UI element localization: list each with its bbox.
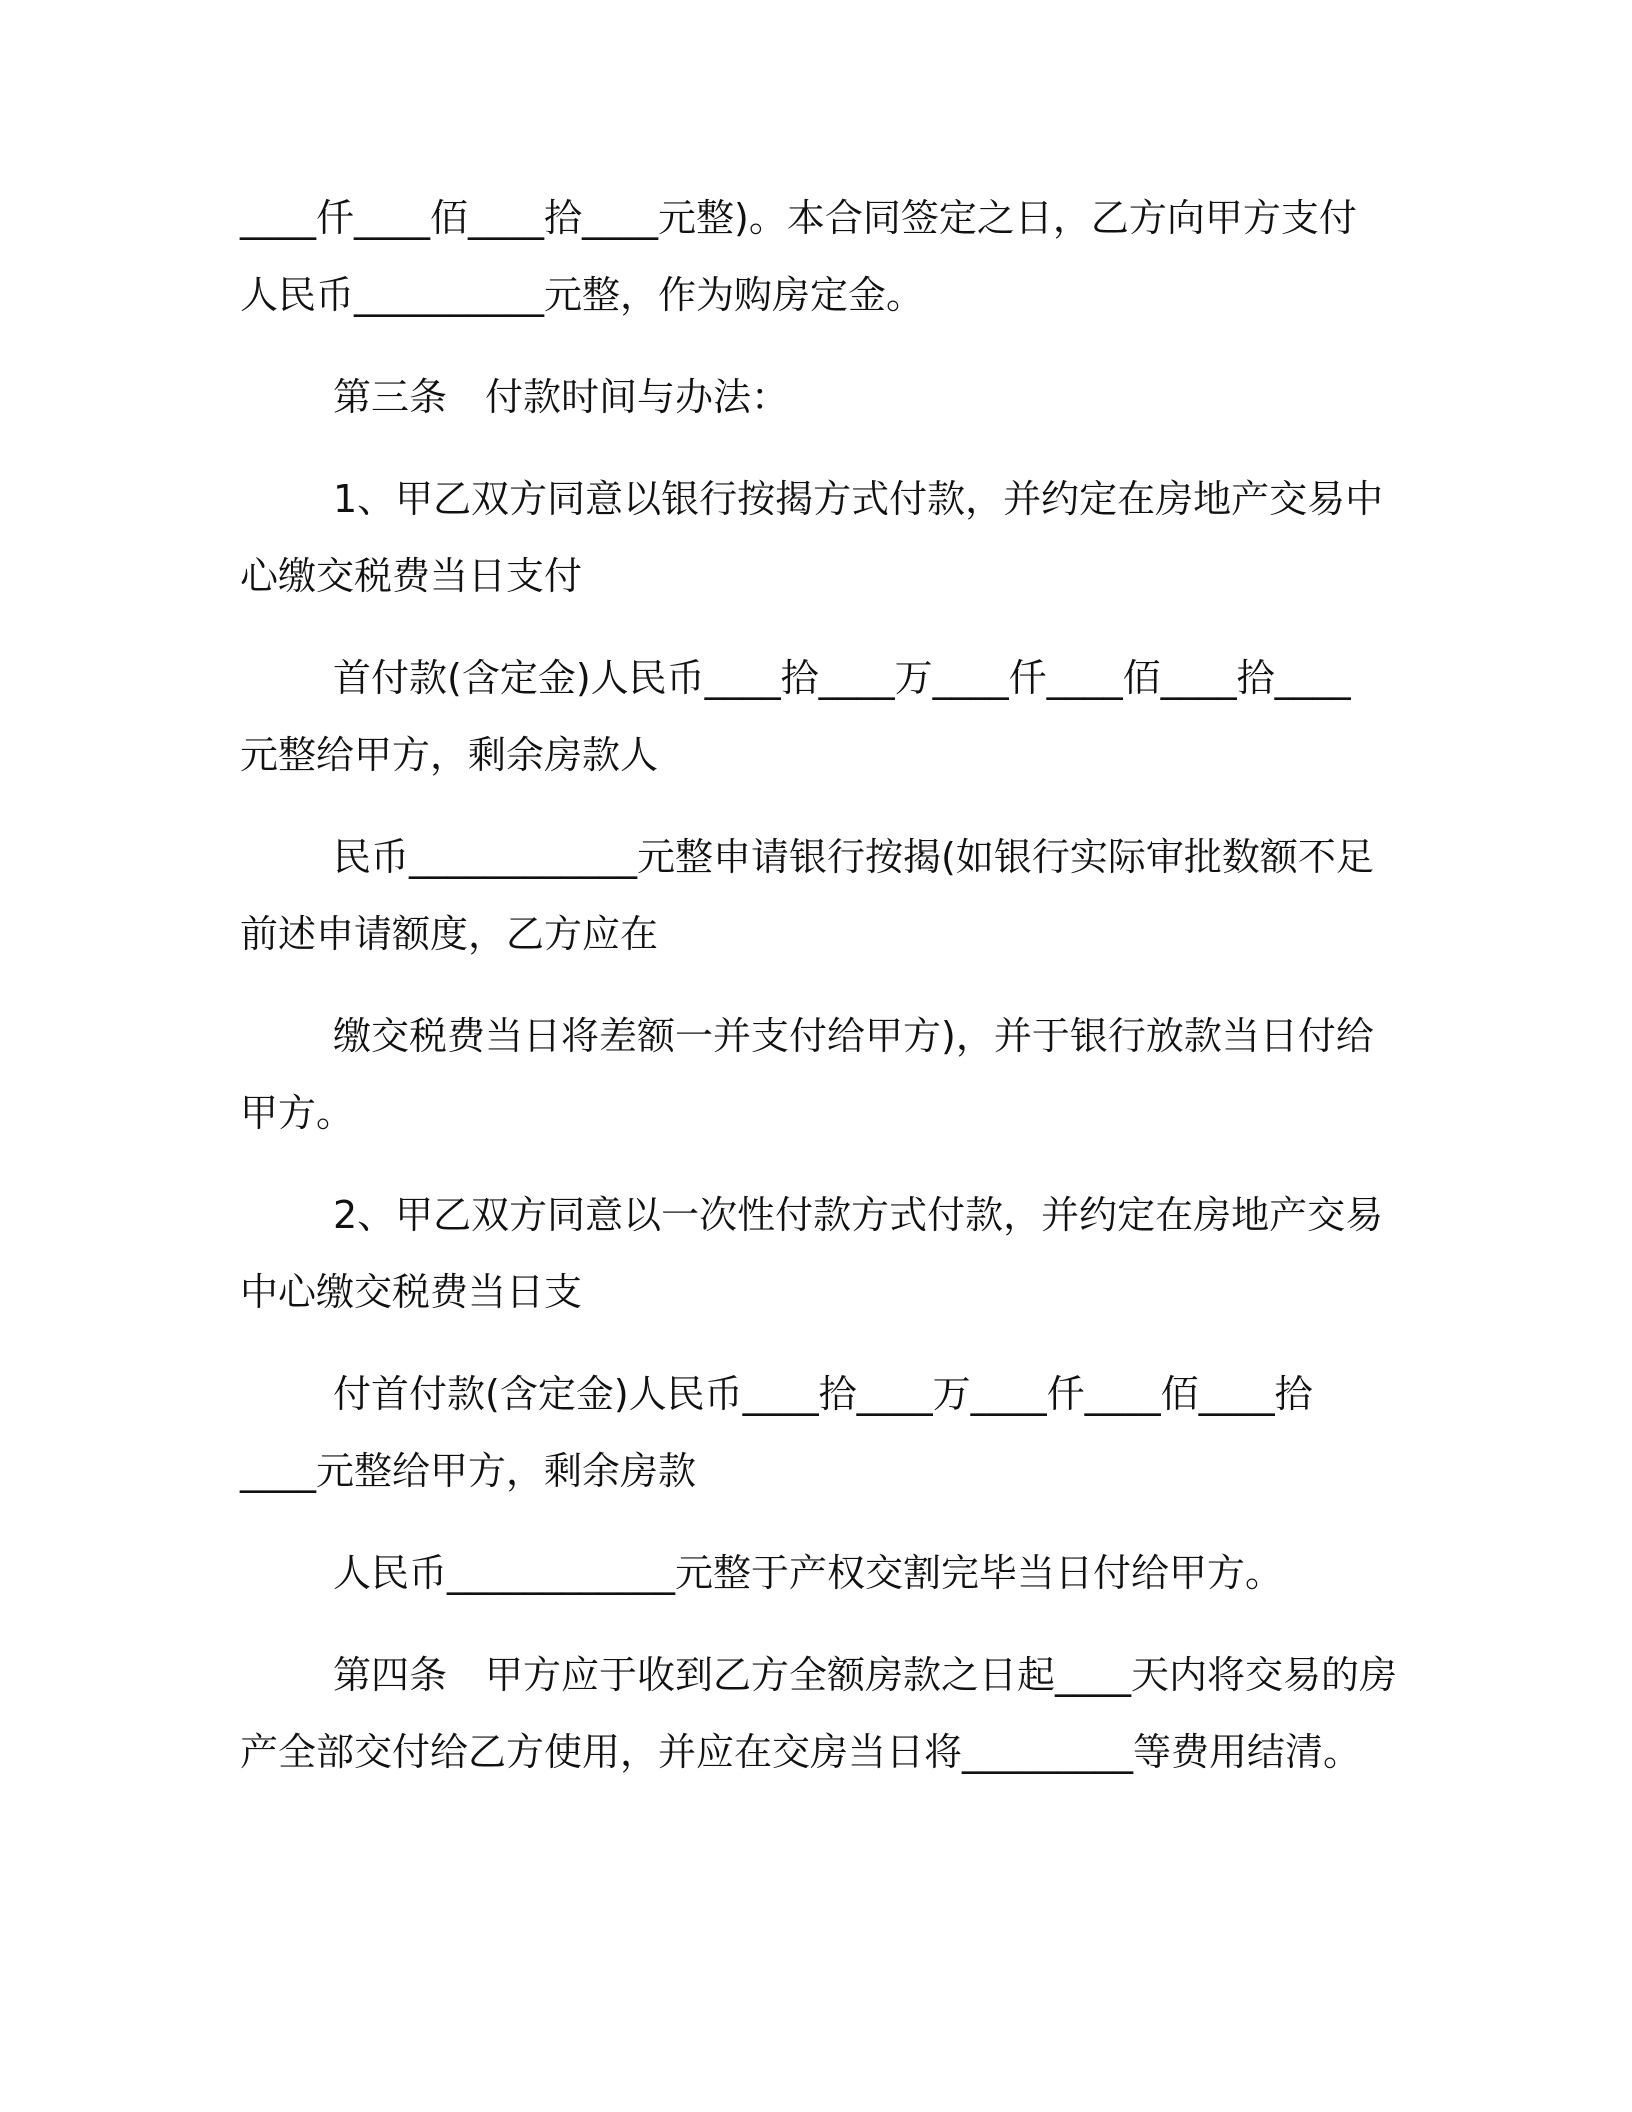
text-line-1: ____仟____佰____拾____元整)。本合同签定之日，乙方向甲方支付 bbox=[240, 196, 1357, 240]
text-line-9: 前述申请额度，乙方应在 bbox=[240, 912, 659, 956]
text-line-5: 心缴交税费当日支付 bbox=[240, 554, 583, 598]
text-line-14: 付首付款(含定金)人民币____拾____万____仟____佰____拾 bbox=[333, 1372, 1313, 1416]
text-line-4: 1、甲乙双方同意以银行按揭方式付款，并约定在房地产交易中 bbox=[333, 477, 1384, 521]
text-line-7: 元整给甲方，剩余房款人 bbox=[240, 733, 659, 777]
text-line-13: 中心缴交税费当日支 bbox=[240, 1270, 583, 1314]
text-line-12: 2、甲乙双方同意以一次性付款方式付款，并约定在房地产交易 bbox=[333, 1193, 1384, 1237]
text-line-10: 缴交税费当日将差额一并支付给甲方)，并于银行放款当日付给 bbox=[333, 1014, 1374, 1058]
text-line-8: 民币____________元整申请银行按揭(如银行实际审批数额不足 bbox=[333, 835, 1374, 879]
text-line-6: 首付款(含定金)人民币____拾____万____仟____佰____拾____ bbox=[333, 656, 1351, 700]
article-4-line-1: 第四条 甲方应于收到乙方全额房款之日起____天内将交易的房 bbox=[333, 1653, 1398, 1697]
text-line-15: ____元整给甲方，剩余房款 bbox=[240, 1449, 697, 1493]
article-3-heading: 第三条 付款时间与办法： bbox=[333, 375, 790, 419]
text-line-16: 人民币____________元整于产权交割完毕当日付给甲方。 bbox=[333, 1551, 1284, 1595]
text-line-11: 甲方。 bbox=[240, 1091, 355, 1135]
article-4-line-2: 产全部交付给乙方使用，并应在交房当日将_________等费用结清。 bbox=[240, 1730, 1362, 1774]
text-line-2: 人民币__________元整，作为购房定金。 bbox=[240, 273, 925, 317]
